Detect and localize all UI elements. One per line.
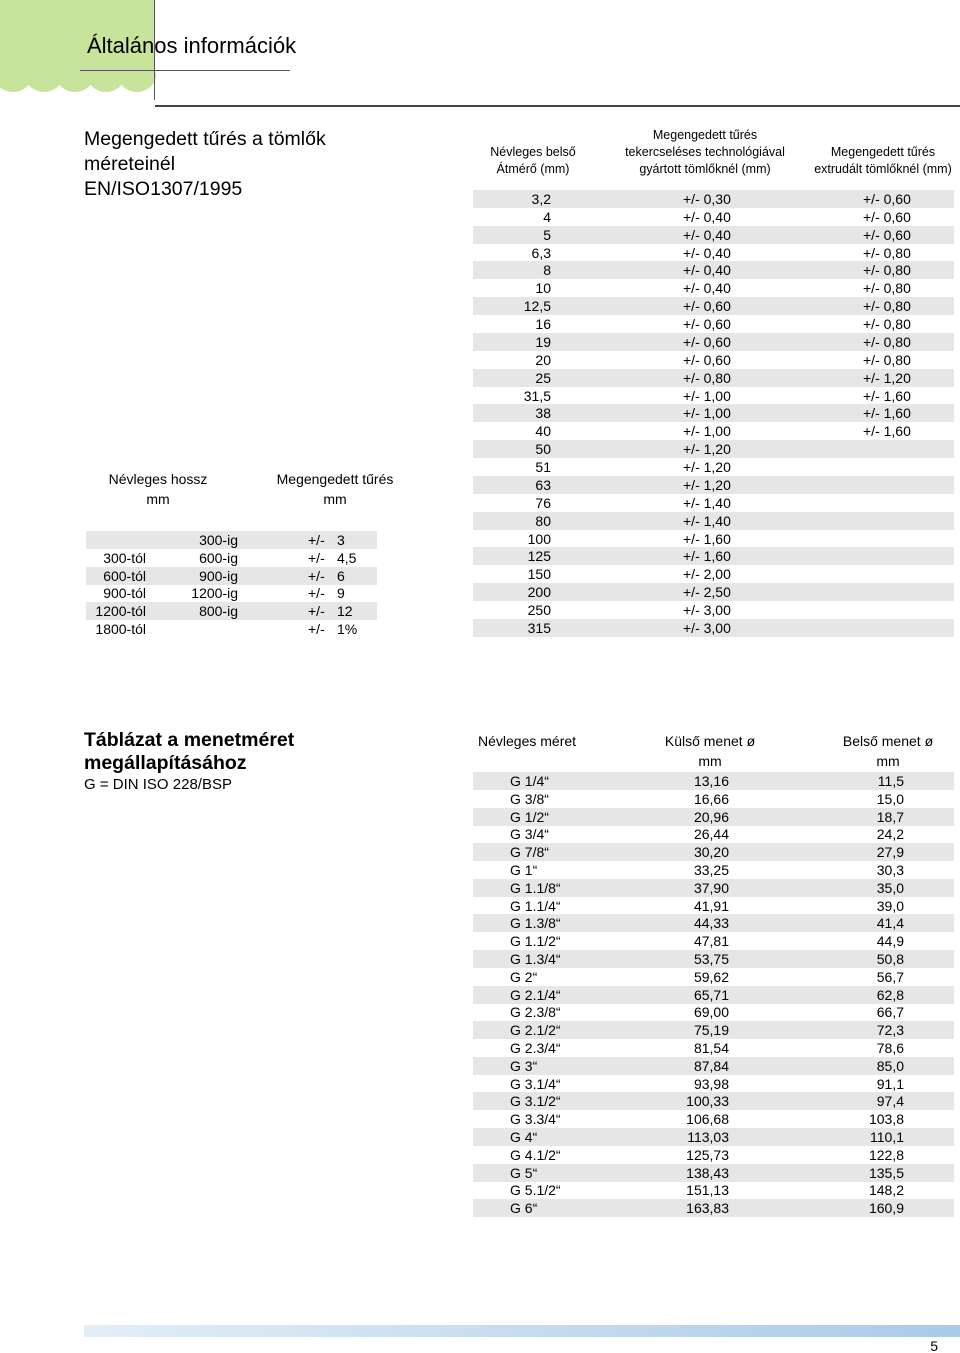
cell-tolerance: 6	[337, 567, 345, 584]
cell-spiral-tolerance: +/- 1,00	[683, 387, 731, 404]
header-text: Megengedett tűrés	[276, 471, 394, 487]
length-table-header-nominal	[96, 469, 220, 509]
cell-extruded-tolerance: +/- 0,80	[863, 351, 911, 368]
cell-inner-diameter: 50,8	[876, 951, 904, 967]
cell-extruded-tolerance: +/- 1,60	[863, 387, 911, 404]
table-row	[473, 404, 954, 422]
table-row	[86, 584, 377, 602]
cell-extruded-tolerance: +/- 0,80	[863, 333, 911, 350]
cell-spiral-tolerance: +/- 0,60	[683, 333, 731, 350]
cell-outer-diameter: 125,73	[686, 1146, 729, 1163]
cell-spiral-tolerance: +/- 0,30	[683, 191, 731, 207]
cell-spiral-tolerance: +/- 0,60	[683, 351, 731, 368]
cell-inner-diameter: 110,1	[870, 1129, 904, 1145]
header-unit: mm	[876, 753, 900, 769]
cell-diameter: 51	[535, 459, 551, 476]
cell-thread-size: G 2.3/4“	[510, 1040, 561, 1056]
cell-outer-diameter: 53,75	[693, 951, 729, 967]
cell-thread-size: G 5“	[510, 1164, 538, 1181]
cell-diameter: 12,5	[523, 298, 551, 315]
table-row	[473, 825, 954, 843]
title-underline	[80, 70, 290, 71]
table-row	[473, 1181, 954, 1199]
cell-thread-size: G 2.1/2“	[510, 1022, 561, 1039]
cell-spiral-tolerance: +/- 1,40	[683, 494, 731, 511]
cell-inner-diameter: 11,5	[877, 773, 904, 789]
cell-spiral-tolerance: +/- 1,60	[683, 548, 731, 565]
cell-to: 900-ig	[199, 567, 238, 584]
cell-diameter: 4	[543, 208, 551, 225]
cell-diameter: 250	[527, 602, 551, 618]
cell-inner-diameter: 135,5	[868, 1164, 904, 1181]
cell-outer-diameter: 13,16	[693, 773, 729, 789]
table-row	[473, 772, 954, 790]
cell-diameter: 200	[527, 584, 551, 601]
table-row	[473, 1075, 954, 1093]
cell-from: 600-tól	[103, 567, 146, 584]
cell-outer-diameter: 37,90	[693, 879, 729, 896]
cell-outer-diameter: 41,91	[693, 897, 729, 914]
cell-diameter: 25	[535, 369, 551, 386]
cell-outer-diameter: 93,98	[693, 1075, 729, 1092]
diameter-table-header-spiral	[605, 127, 805, 178]
cell-outer-diameter: 47,81	[693, 933, 729, 950]
cell-spiral-tolerance: +/- 1,20	[683, 441, 731, 458]
cell-inner-diameter: 91,1	[876, 1075, 904, 1092]
cell-to: 1200-ig	[191, 585, 238, 602]
cell-diameter: 50	[535, 441, 551, 458]
cell-inner-diameter: 66,7	[876, 1004, 904, 1021]
table-row	[473, 315, 954, 333]
cell-inner-diameter: 78,6	[876, 1040, 904, 1056]
cell-extruded-tolerance: +/- 0,80	[863, 280, 911, 297]
cell-plus-minus: +/-	[308, 603, 325, 620]
cell-spiral-tolerance: +/- 0,60	[683, 316, 731, 333]
cell-thread-size: G 6“	[510, 1200, 538, 1217]
cell-to: 600-ig	[199, 549, 238, 566]
table-row	[473, 279, 954, 297]
thread-standard-subheading: G = DIN ISO 228/BSP	[84, 776, 232, 793]
cell-thread-size: G 4.1/2“	[510, 1146, 561, 1163]
cell-extruded-tolerance: +/- 0,80	[863, 316, 911, 333]
cell-spiral-tolerance: +/- 0,40	[683, 208, 731, 225]
cell-thread-size: G 3.1/2“	[510, 1093, 561, 1110]
table-row	[86, 531, 377, 549]
table-row	[473, 1164, 954, 1182]
cell-inner-diameter: 41,4	[876, 915, 904, 932]
thread-table-header-inner	[826, 731, 950, 771]
cell-inner-diameter: 39,0	[876, 897, 904, 914]
header-unit: mm	[323, 491, 347, 507]
cell-outer-diameter: 69,00	[693, 1004, 729, 1021]
table-row	[473, 440, 954, 458]
table-row	[473, 619, 954, 637]
table-row	[473, 808, 954, 826]
table-row	[473, 494, 954, 512]
table-row	[473, 369, 954, 387]
cell-tolerance: 4,5	[337, 549, 357, 566]
cell-diameter: 150	[527, 566, 551, 583]
table-row	[473, 261, 954, 279]
table-row	[473, 351, 954, 369]
header-text: tekercseléses technológiával	[625, 145, 785, 159]
cell-thread-size: G 1“	[510, 862, 538, 878]
cell-inner-diameter: 18,7	[876, 808, 904, 825]
table-row	[473, 932, 954, 950]
cell-extruded-tolerance: +/- 1,20	[863, 369, 911, 386]
table-row	[473, 583, 954, 601]
cell-thread-size: G 4“	[510, 1129, 538, 1145]
section-heading-tolerance	[84, 127, 384, 202]
cell-outer-diameter: 100,33	[686, 1093, 729, 1110]
cell-thread-size: G 1.3/8“	[510, 915, 561, 932]
page-title: Általános információk	[87, 33, 297, 58]
table-row	[473, 843, 954, 861]
cell-thread-size: G 1.3/4“	[510, 951, 561, 967]
cell-tolerance: 3	[337, 532, 345, 548]
cell-outer-diameter: 163,83	[686, 1200, 729, 1217]
header-text: Belső menet ø	[842, 733, 934, 749]
cell-to: 800-ig	[199, 603, 238, 620]
table-row	[473, 1128, 954, 1146]
thread-table-header-size: Névleges méret	[478, 733, 577, 749]
cell-outer-diameter: 138,43	[686, 1164, 729, 1181]
heading-line: EN/ISO1307/1995	[84, 178, 243, 200]
cell-diameter: 19	[535, 333, 551, 350]
cell-spiral-tolerance: +/- 2,50	[683, 584, 731, 601]
cell-inner-diameter: 24,2	[876, 826, 904, 843]
table-row	[473, 601, 954, 619]
table-row	[473, 458, 954, 476]
cell-diameter: 63	[535, 476, 551, 493]
cell-diameter: 38	[535, 405, 551, 422]
cell-diameter: 76	[535, 494, 551, 511]
cell-spiral-tolerance: +/- 0,60	[683, 298, 731, 315]
cell-outer-diameter: 59,62	[693, 968, 729, 985]
header-unit: mm	[146, 491, 170, 507]
heading-line: Táblázat a menetméret	[84, 729, 295, 751]
cell-diameter: 16	[535, 316, 551, 333]
cell-outer-diameter: 151,13	[686, 1182, 729, 1199]
cell-thread-size: G 3/4“	[510, 826, 549, 843]
header-text: Megengedett tűrés	[830, 145, 936, 159]
table-row	[86, 549, 377, 567]
cell-thread-size: G 7/8“	[510, 844, 549, 861]
cell-diameter: 40	[535, 423, 551, 440]
cell-outer-diameter: 16,66	[693, 790, 729, 807]
cell-extruded-tolerance: +/- 0,80	[863, 262, 911, 279]
cell-spiral-tolerance: +/- 0,80	[683, 369, 731, 386]
cell-thread-size: G 2“	[510, 968, 538, 985]
cell-spiral-tolerance: +/- 1,20	[683, 476, 731, 493]
header-text: Névleges belső	[490, 145, 576, 159]
cell-outer-diameter: 81,54	[693, 1040, 729, 1056]
table-row	[86, 620, 377, 638]
table-row	[473, 190, 954, 208]
table-row	[473, 968, 954, 986]
cell-plus-minus: +/-	[308, 621, 325, 637]
cell-outer-diameter: 30,20	[693, 844, 729, 861]
table-row	[473, 422, 954, 440]
cell-thread-size: G 1.1/2“	[510, 933, 561, 950]
table-row	[86, 567, 377, 585]
cell-thread-size: G 3.1/4“	[510, 1075, 561, 1092]
heading-line: megállapításához	[84, 752, 247, 774]
cell-extruded-tolerance: +/- 0,60	[863, 226, 911, 243]
table-row	[473, 861, 954, 879]
table-row	[473, 565, 954, 583]
cell-extruded-tolerance: +/- 1,60	[863, 423, 911, 440]
cell-inner-diameter: 160,9	[868, 1200, 904, 1217]
cell-diameter: 20	[535, 351, 551, 368]
table-row	[473, 1199, 954, 1217]
cell-diameter: 315	[527, 619, 551, 636]
table-row	[473, 914, 954, 932]
table-row	[473, 986, 954, 1004]
table-row	[473, 1146, 954, 1164]
table-row	[473, 790, 954, 808]
cell-thread-size: G 2.1/4“	[510, 986, 561, 1003]
cell-outer-diameter: 20,96	[693, 808, 729, 825]
cell-spiral-tolerance: +/- 2,00	[683, 566, 731, 583]
cell-diameter: 8	[543, 262, 551, 279]
cell-spiral-tolerance: +/- 3,00	[683, 619, 731, 636]
cell-inner-diameter: 35,0	[876, 879, 904, 896]
cell-from: 1200-tól	[95, 603, 146, 620]
table-row	[473, 1057, 954, 1075]
table-row	[473, 512, 954, 530]
cell-inner-diameter: 103,8	[868, 1111, 904, 1128]
cell-diameter: 5	[543, 226, 551, 243]
cell-inner-diameter: 56,7	[876, 968, 904, 985]
cell-thread-size: G 1/4“	[510, 773, 549, 789]
cell-thread-size: G 5.1/2“	[510, 1182, 561, 1199]
table-row	[473, 1003, 954, 1021]
cell-inner-diameter: 85,0	[876, 1057, 904, 1074]
page-number: 5	[930, 1338, 938, 1353]
cell-diameter: 10	[535, 280, 551, 297]
cell-spiral-tolerance: +/- 0,40	[683, 280, 731, 297]
cell-inner-diameter: 62,8	[876, 986, 904, 1003]
header-text: Külső menet ø	[664, 733, 756, 749]
cell-thread-size: G 1/2“	[510, 808, 549, 825]
cell-plus-minus: +/-	[308, 585, 325, 602]
cell-spiral-tolerance: +/- 1,20	[683, 459, 731, 476]
table-row	[473, 547, 954, 565]
cell-extruded-tolerance: +/- 1,60	[863, 405, 911, 422]
cell-extruded-tolerance: +/- 0,60	[863, 191, 911, 207]
cell-extruded-tolerance: +/- 0,80	[863, 244, 911, 261]
footer-bar	[84, 1325, 960, 1337]
cell-spiral-tolerance: +/- 1,00	[683, 405, 731, 422]
heading-line: méreteinél	[84, 153, 176, 175]
cell-diameter: 100	[527, 530, 551, 547]
cell-from: 300-tól	[103, 549, 146, 566]
cell-tolerance: 12	[337, 603, 353, 620]
cell-thread-size: G 3“	[510, 1057, 538, 1074]
cell-spiral-tolerance: +/- 0,40	[683, 244, 731, 261]
table-row	[473, 387, 954, 405]
table-row	[473, 333, 954, 351]
cell-plus-minus: +/-	[308, 549, 325, 566]
table-row	[86, 602, 377, 620]
cell-spiral-tolerance: +/- 1,60	[683, 530, 731, 547]
cell-outer-diameter: 87,84	[693, 1057, 729, 1074]
cell-inner-diameter: 27,9	[876, 844, 904, 861]
table-row	[473, 1110, 954, 1128]
cell-diameter: 80	[535, 512, 551, 529]
cell-diameter: 3,2	[531, 191, 551, 207]
cell-outer-diameter: 65,71	[693, 986, 729, 1003]
cell-spiral-tolerance: +/- 0,40	[683, 226, 731, 243]
section-heading-thread	[84, 729, 384, 775]
cell-inner-diameter: 44,9	[876, 933, 904, 950]
cell-diameter: 125	[527, 548, 551, 565]
header-text: extrudált tömlőknél (mm)	[814, 162, 952, 176]
cell-from: 900-tól	[103, 585, 146, 602]
table-row	[473, 208, 954, 226]
cell-spiral-tolerance: +/- 3,00	[683, 602, 731, 618]
cell-inner-diameter: 72,3	[876, 1022, 904, 1039]
cell-spiral-tolerance: +/- 1,40	[683, 512, 731, 529]
cell-outer-diameter: 44,33	[693, 915, 729, 932]
cell-plus-minus: +/-	[308, 532, 325, 548]
cell-outer-diameter: 26,44	[693, 826, 729, 843]
diameter-table-header-size	[478, 144, 588, 178]
header-unit: mm	[698, 753, 722, 769]
cell-diameter: 31,5	[523, 387, 551, 404]
header-divider	[155, 105, 960, 107]
cell-thread-size: G 2.3/8“	[510, 1004, 561, 1021]
cell-diameter: 6,3	[531, 244, 551, 261]
header-text: gyártott tömlőknél (mm)	[639, 162, 771, 176]
cell-tolerance: 1%	[337, 621, 358, 637]
table-row	[473, 530, 954, 548]
cell-outer-diameter: 106,68	[686, 1111, 729, 1128]
table-row	[473, 297, 954, 315]
cell-to: 300-ig	[199, 532, 238, 548]
cell-outer-diameter: 75,19	[693, 1022, 729, 1039]
cell-plus-minus: +/-	[308, 567, 325, 584]
cell-tolerance: 9	[337, 585, 345, 602]
table-row	[473, 1039, 954, 1057]
cell-thread-size: G 3/8“	[510, 790, 549, 807]
length-table-header-tolerance	[262, 469, 408, 509]
table-row	[473, 879, 954, 897]
cell-extruded-tolerance: +/- 0,80	[863, 298, 911, 315]
cell-inner-diameter: 148,2	[868, 1182, 904, 1199]
cell-thread-size: G 3.3/4“	[510, 1111, 561, 1128]
heading-line: Megengedett tűrés a tömlők	[84, 128, 326, 150]
cell-thread-size: G 1.1/8“	[510, 879, 561, 896]
cell-extruded-tolerance: +/- 0,60	[863, 208, 911, 225]
cell-inner-diameter: 97,4	[876, 1093, 904, 1110]
cell-from: 1800-tól	[95, 621, 146, 637]
table-row	[473, 476, 954, 494]
header-text: Átmérő (mm)	[496, 162, 570, 176]
thread-table-header-outer	[648, 731, 772, 771]
cell-spiral-tolerance: +/- 0,40	[683, 262, 731, 279]
diameter-table-header-extruded	[806, 144, 960, 178]
cell-inner-diameter: 15,0	[876, 790, 904, 807]
table-row	[473, 1021, 954, 1039]
cell-inner-diameter: 30,3	[876, 862, 904, 878]
table-row	[473, 244, 954, 262]
header-text: Névleges hossz	[108, 471, 208, 487]
cell-outer-diameter: 113,03	[687, 1129, 729, 1145]
cell-thread-size: G 1.1/4“	[510, 897, 561, 914]
table-row	[473, 897, 954, 915]
cell-spiral-tolerance: +/- 1,00	[683, 423, 731, 440]
table-row	[473, 226, 954, 244]
cell-outer-diameter: 33,25	[693, 862, 729, 878]
header-text: Megengedett tűrés	[652, 128, 758, 142]
table-row	[473, 1092, 954, 1110]
cell-inner-diameter: 122,8	[868, 1146, 904, 1163]
table-row	[473, 950, 954, 968]
